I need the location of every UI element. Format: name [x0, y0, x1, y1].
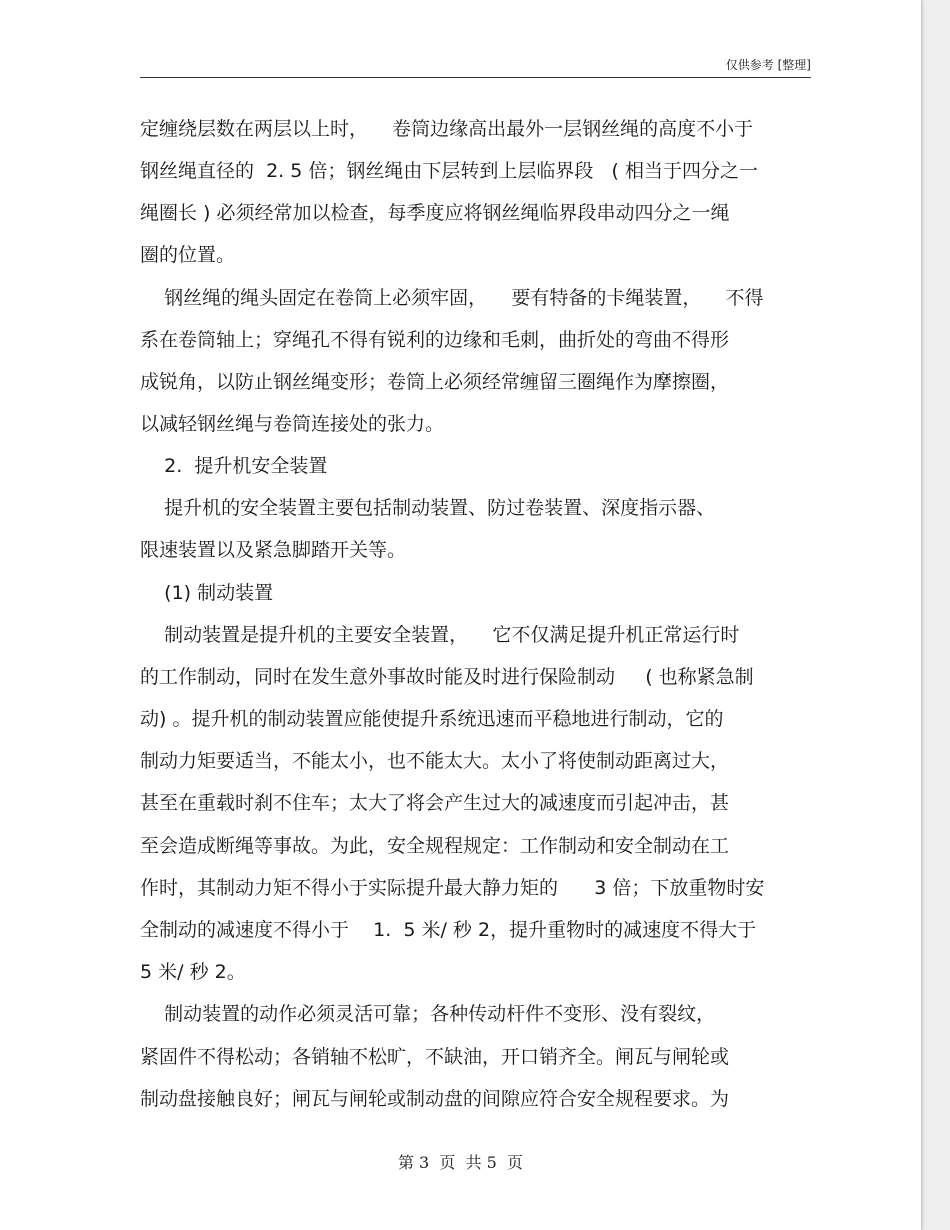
body-text-line: 成锐角，以防止钢丝绳变形；卷筒上必须经常缠留三圈绳作为摩擦圈，: [140, 371, 730, 393]
body-text-line: 紧固件不得松动；各销轴不松旷，不缺油，开口销齐全。闸瓦与闸轮或: [140, 1046, 730, 1068]
body-text-line: 钢丝绳的绳头固定在卷筒上必须牢固， 要有特备的卡绳装置， 不得: [140, 287, 764, 309]
body-text-line: 2. 提升机安全装置: [140, 455, 328, 477]
body-text-line: 至会造成断绳等事故。为此，安全规程规定：工作制动和安全制动在工: [140, 835, 730, 857]
body-text-line: 限速装置以及紧急脚踏开关等。: [140, 539, 407, 561]
body-text-line: 的工作制动，同时在发生意外事故时能及时进行保险制动 ( 也称紧急制: [140, 666, 754, 688]
body-text-line: 制动盘接触良好；闸瓦与闸轮或制动盘的间隙应符合安全规程要求。为: [140, 1088, 730, 1110]
body-text-line: 定缠绕层数在两层以上时， 卷筒边缘高出最外一层钢丝绳的高度不小于: [140, 118, 754, 140]
body-text-line: 动) 。提升机的制动装置应能使提升系统迅速而平稳地进行制动，它的: [140, 708, 724, 730]
body-text-line: 5 米/ 秒 2。: [140, 961, 246, 983]
body-text-line: 甚至在重载时刹不住车；太大了将会产生过大的减速度而引起冲击，甚: [140, 792, 730, 814]
body-text-line: 制动装置的动作必须灵活可靠；各种传动杆件不变形、没有裂纹，: [140, 1003, 716, 1025]
page-header: [140, 56, 811, 76]
header-divider: [140, 77, 811, 78]
body-text-line: (1) 制动装置: [140, 582, 274, 604]
body-text-line: 提升机的安全装置主要包括制动装置、防过卷装置、深度指示器、: [140, 497, 716, 519]
body-text-line: 作时，其制动力矩不得小于实际提升最大静力矩的 3 倍；下放重物时安: [140, 877, 765, 899]
body-text-line: 圈的位置。: [140, 244, 236, 266]
body-text-line: 绳圈长 ) 必须经常加以检查，每季度应将钢丝绳临界段串动四分之一绳: [140, 202, 730, 224]
body-text-line: 制动装置是提升机的主要安全装置， 它不仅满足提升机正常运行时: [140, 624, 740, 646]
header-tag: [整理]: [777, 58, 811, 72]
page-footer: 第 3 页 共 5 页: [397, 1153, 524, 1172]
header-note: 仅供参考: [725, 58, 774, 72]
body-text-line: 系在卷筒轴上；穿绳孔不得有锐利的边缘和毛刺，曲折处的弯曲不得形: [140, 329, 730, 351]
body-text-line: 钢丝绳直径的 2. 5 倍；钢丝绳由下层转到上层临界段 ( 相当于四分之一: [140, 160, 758, 182]
body-text-line: 全制动的减速度不得小于 1. 5 米/ 秒 2，提升重物时的减速度不得大于: [140, 919, 757, 941]
body-text-line: 以减轻钢丝绳与卷筒连接处的张力。: [140, 413, 445, 435]
body-text-line: 制动力矩要适当，不能太小，也不能太大。太小了将使制动距离过大，: [140, 750, 730, 772]
